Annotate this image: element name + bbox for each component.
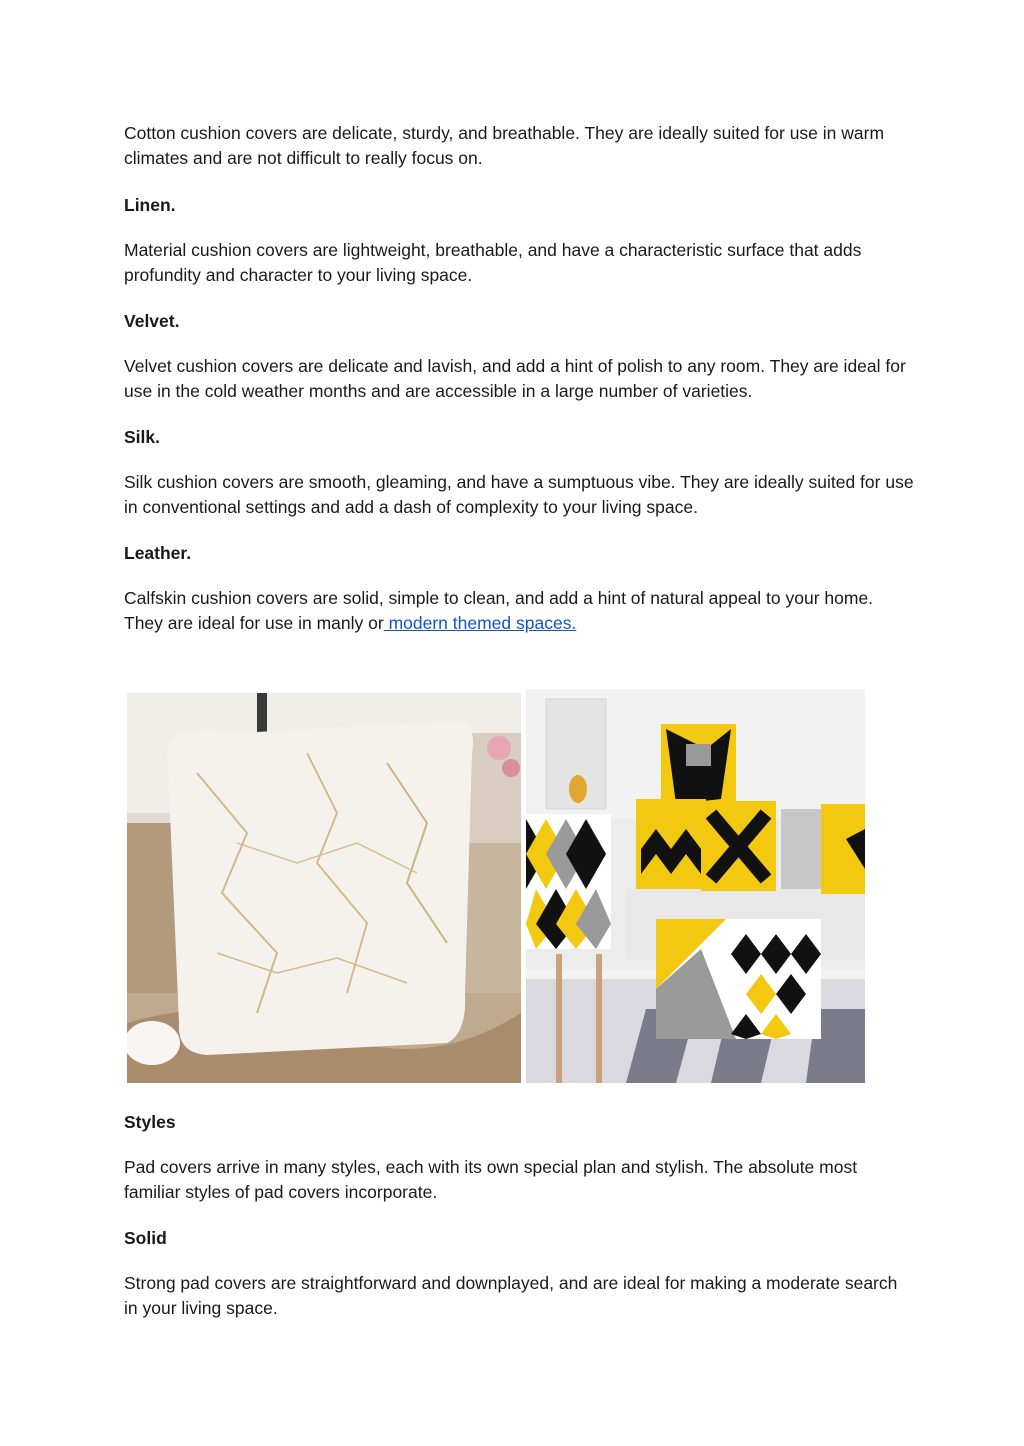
- velvet-heading: Velvet.: [124, 311, 180, 331]
- linen-heading: Linen.: [124, 195, 176, 215]
- styles-heading: Styles: [124, 1112, 176, 1132]
- linen-paragraph: Material cushion covers are lightweight, breathable, and have a characteristic surface that adds profundity and character to your living space.: [124, 240, 862, 285]
- modern-themed-spaces-link[interactable]: modern themed spaces.: [383, 613, 577, 633]
- leather-paragraph: [124, 586, 914, 636]
- velvet-paragraph: Velvet cushion covers are delicate and lavish, and add a hint of polish to any room. They are ideal for use in the cold weather months and are accessible in a large number of varieties.: [124, 356, 906, 401]
- solid-paragraph: Strong pad covers are straightforward and downplayed, and are ideal for making a moderate search in your living space.: [124, 1273, 898, 1318]
- silk-paragraph: Silk cushion covers are smooth, gleaming, and have a sumptuous vibe. They are ideally suited for use in conventional settings and add a dash of complexity to your living space.: [124, 472, 914, 517]
- cotton-paragraph: Cotton cushion covers are delicate, sturdy, and breathable. They are ideally suited for use in warm climates and are not difficult to really focus on.: [124, 123, 885, 168]
- silk-heading: Silk.: [124, 427, 160, 447]
- geometric-cushions-image: [526, 689, 865, 1083]
- solid-heading: Solid: [124, 1228, 167, 1248]
- leather-heading: Leather.: [124, 543, 192, 563]
- white-gold-cushion-image: [127, 693, 521, 1083]
- styles-paragraph: Pad covers arrive in many styles, each with its own special plan and stylish. The absolute most familiar styles of pad covers incorporate.: [124, 1157, 858, 1202]
- leather-paragraph-text: Calfskin cushion covers are solid, simple to clean, and add a hint of natural appeal to your home. They are ideal for use in manly or: [124, 588, 874, 633]
